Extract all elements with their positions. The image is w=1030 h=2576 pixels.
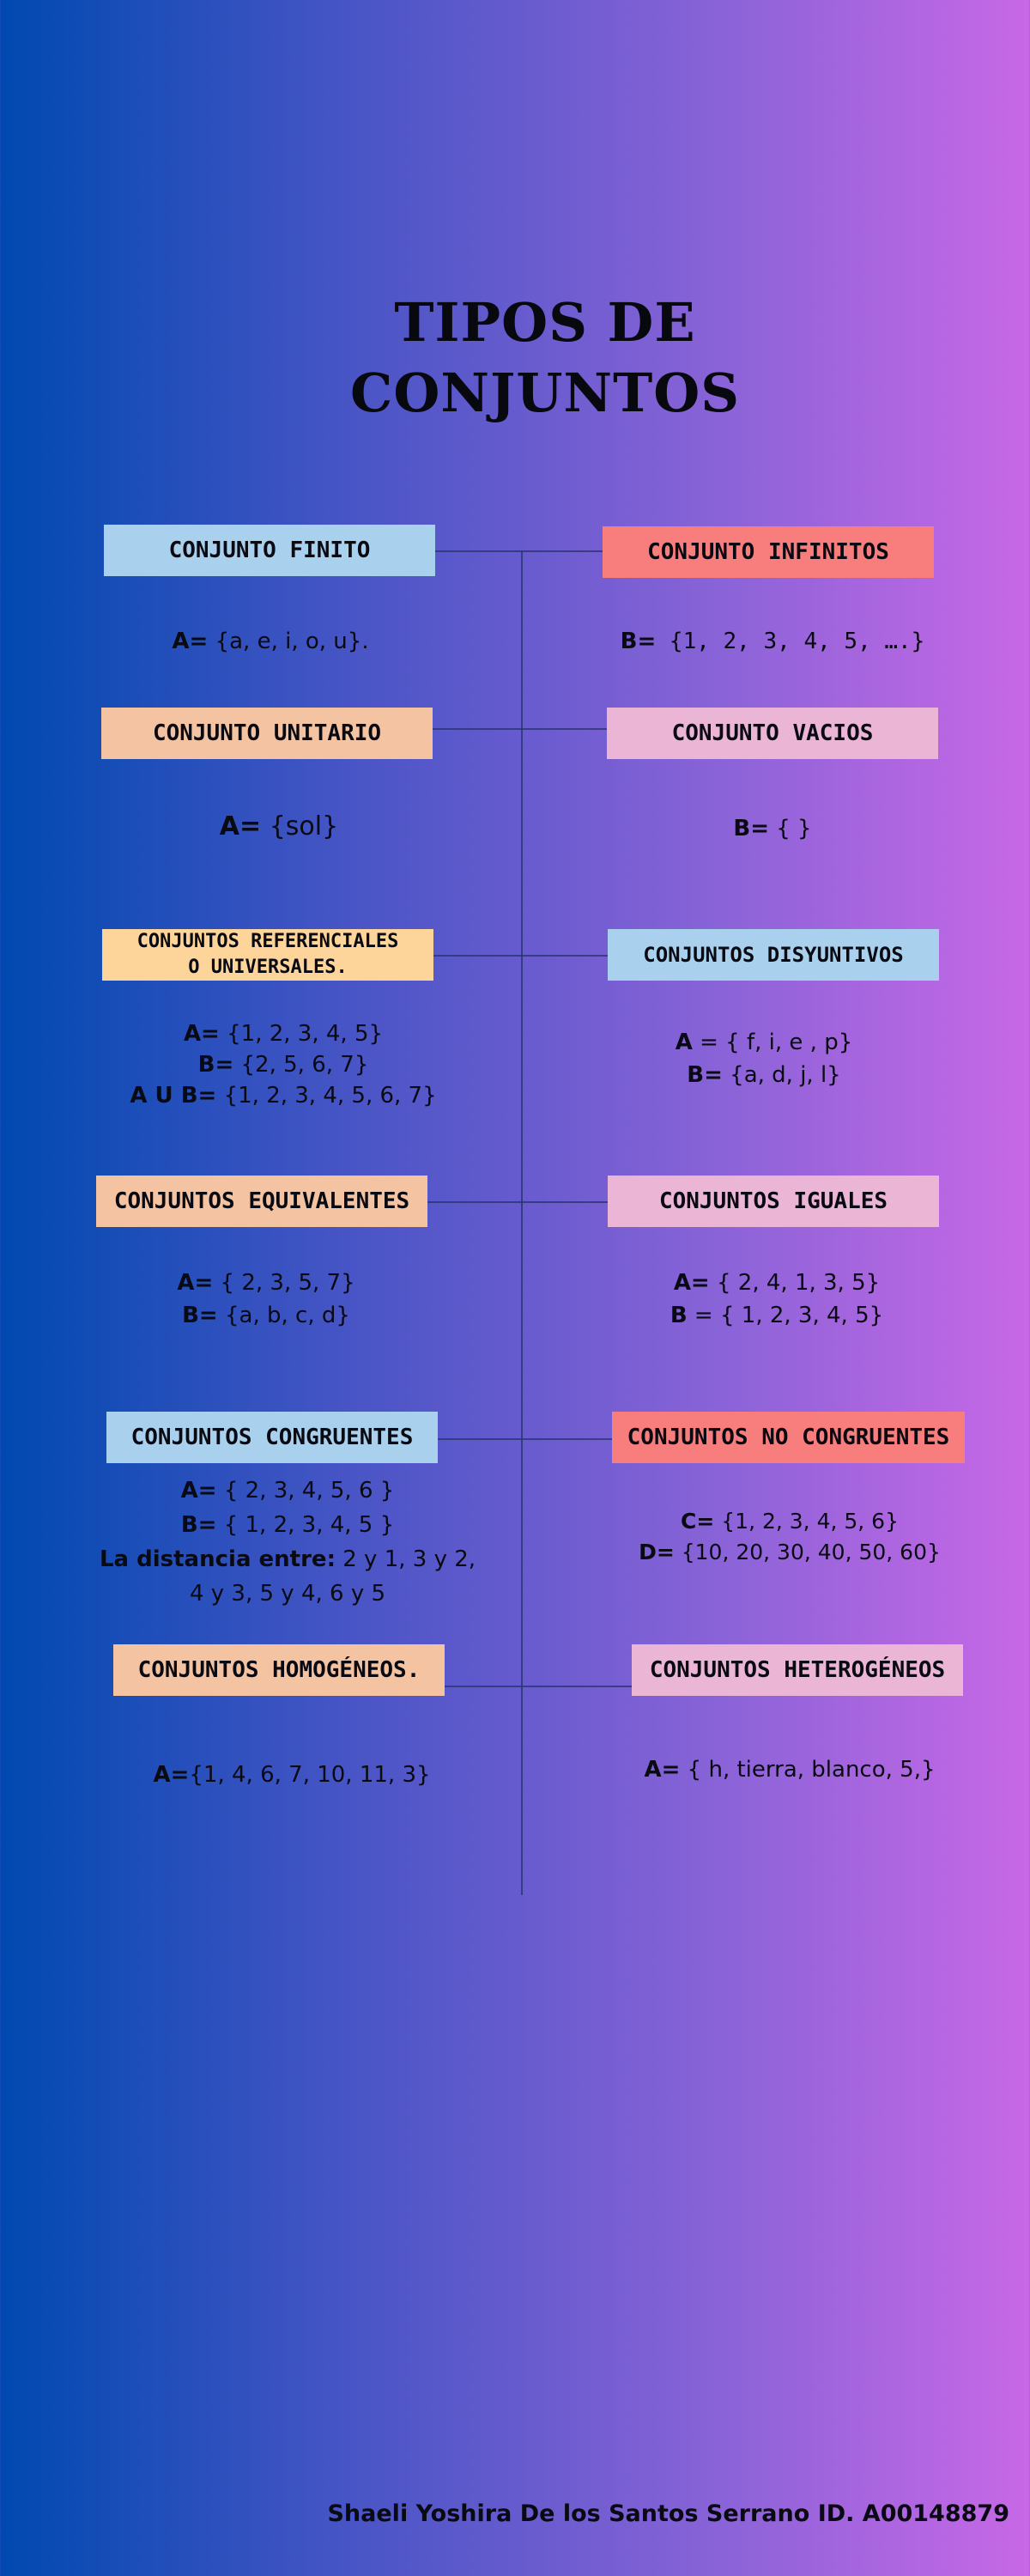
set-name: B= bbox=[733, 816, 769, 841]
set-value: = { 1, 2, 3, 4, 5} bbox=[687, 1303, 884, 1328]
label-text: CONJUNTO UNITARIO bbox=[152, 720, 382, 746]
set-name: B= bbox=[687, 1062, 723, 1088]
title-line-2: CONJUNTOS bbox=[349, 361, 741, 424]
connector-row-3 bbox=[433, 955, 609, 957]
connector-row-2 bbox=[433, 728, 608, 730]
example-no-congruentes bbox=[592, 1506, 987, 1568]
example-disyuntivos bbox=[592, 1026, 936, 1091]
set-name: B= bbox=[197, 1052, 234, 1078]
set-name: A= bbox=[673, 1270, 710, 1296]
set-name: B= bbox=[182, 1303, 218, 1328]
author-credit: Shaeli Yoshira De los Santos Serrano ID. A00148879 bbox=[327, 2500, 1009, 2527]
connector-row-5 bbox=[438, 1438, 613, 1440]
distance-label: La distancia entre: bbox=[99, 1546, 336, 1572]
label-conjuntos-heterogeneos bbox=[632, 1644, 963, 1696]
label-text: CONJUNTOS HOMOGÉNEOS. bbox=[137, 1657, 421, 1683]
example-iguales bbox=[601, 1267, 953, 1332]
set-value: {1, 2, 3, 4, 5, 6, 7} bbox=[216, 1083, 437, 1109]
set-name: D= bbox=[639, 1540, 675, 1564]
center-timeline bbox=[521, 551, 523, 1895]
example-vacios bbox=[605, 812, 940, 845]
set-value: {1, 4, 6, 7, 10, 11, 3} bbox=[189, 1762, 431, 1788]
label-conjuntos-iguales bbox=[608, 1176, 939, 1227]
connector-row-1 bbox=[434, 550, 604, 552]
set-value: { h, tierra, blanco, 5,} bbox=[680, 1757, 936, 1783]
set-value: { 2, 3, 4, 5, 6 } bbox=[216, 1478, 395, 1504]
set-name: A bbox=[675, 1030, 693, 1055]
set-name: B bbox=[670, 1303, 688, 1328]
set-name: B= bbox=[180, 1512, 217, 1538]
connector-row-4 bbox=[427, 1201, 608, 1203]
set-value: {a, b, c, d} bbox=[217, 1303, 350, 1328]
set-name: A= bbox=[153, 1762, 190, 1788]
title-line-1: TIPOS DE bbox=[394, 291, 696, 354]
label-text: CONJUNTOS NO CONGRUENTES bbox=[627, 1425, 950, 1450]
set-value: {10, 20, 30, 40, 50, 60} bbox=[674, 1540, 941, 1564]
example-homogeneos bbox=[94, 1759, 489, 1791]
set-name: B= bbox=[620, 629, 657, 654]
set-name: A= bbox=[219, 811, 262, 841]
set-value: {sol} bbox=[261, 811, 339, 841]
label-text: CONJUNTO INFINITOS bbox=[647, 539, 889, 565]
example-finito bbox=[103, 625, 438, 658]
label-conjuntos-equivalentes bbox=[96, 1176, 427, 1227]
label-text: CONJUNTOS REFERENCIALES bbox=[136, 931, 399, 952]
example-unitario bbox=[112, 811, 446, 843]
set-name: C= bbox=[681, 1509, 715, 1534]
example-referenciales bbox=[69, 1018, 498, 1111]
label-conjuntos-referenciales bbox=[102, 929, 433, 981]
label-conjuntos-homogeneos bbox=[113, 1644, 445, 1696]
label-text: CONJUNTOS CONGRUENTES bbox=[130, 1425, 414, 1450]
label-text: O UNIVERSALES. bbox=[188, 957, 348, 978]
set-name: A U B= bbox=[130, 1083, 217, 1109]
label-conjunto-finito bbox=[104, 525, 435, 576]
label-conjuntos-congruentes bbox=[106, 1412, 438, 1463]
example-heterogeneos bbox=[592, 1753, 987, 1786]
connector-row-6 bbox=[445, 1686, 632, 1687]
set-value: { 1, 2, 3, 4, 5 } bbox=[216, 1512, 395, 1538]
set-value: {1, 2, 3, 4, 5, 6} bbox=[714, 1509, 899, 1534]
label-text: CONJUNTOS DISYUNTIVOS bbox=[643, 943, 904, 967]
page-title bbox=[0, 288, 1030, 428]
label-conjuntos-disyuntivos bbox=[608, 929, 939, 981]
label-text: CONJUNTO VACIOS bbox=[671, 720, 874, 746]
set-value: {a, e, i, o, u}. bbox=[208, 629, 369, 654]
set-value: { 2, 4, 1, 3, 5} bbox=[709, 1270, 881, 1296]
distance-value: 2 y 1, 3 y 2, bbox=[335, 1546, 476, 1572]
set-name: A= bbox=[177, 1270, 214, 1296]
set-value: { } bbox=[768, 816, 812, 841]
label-text: CONJUNTOS HETEROGÉNEOS bbox=[649, 1657, 946, 1683]
set-name: A= bbox=[180, 1478, 217, 1504]
example-infinitos bbox=[566, 625, 978, 658]
example-equivalentes bbox=[94, 1267, 438, 1332]
label-conjunto-unitario bbox=[101, 708, 433, 759]
label-conjunto-vacios bbox=[607, 708, 938, 759]
label-text: CONJUNTOS IGUALES bbox=[658, 1188, 888, 1214]
set-name: A= bbox=[183, 1021, 220, 1047]
label-text: CONJUNTO FINITO bbox=[168, 538, 371, 563]
set-value: {2, 5, 6, 7} bbox=[233, 1052, 369, 1078]
example-congruentes bbox=[60, 1473, 515, 1611]
label-conjuntos-no-congruentes bbox=[612, 1412, 965, 1463]
set-value: {1, 2, 3, 4, 5, ….} bbox=[656, 629, 925, 654]
set-name: A= bbox=[172, 629, 209, 654]
set-value: { 2, 3, 5, 7} bbox=[213, 1270, 355, 1296]
set-value: = { f, i, e , p} bbox=[692, 1030, 853, 1055]
distance-value: 4 y 3, 5 y 4, 6 y 5 bbox=[189, 1581, 386, 1607]
label-conjunto-infinitos bbox=[603, 526, 934, 578]
set-name: A= bbox=[644, 1757, 681, 1783]
set-value: {a, d, j, l} bbox=[722, 1062, 841, 1088]
set-value: {1, 2, 3, 4, 5} bbox=[219, 1021, 384, 1047]
label-text: CONJUNTOS EQUIVALENTES bbox=[113, 1188, 410, 1214]
